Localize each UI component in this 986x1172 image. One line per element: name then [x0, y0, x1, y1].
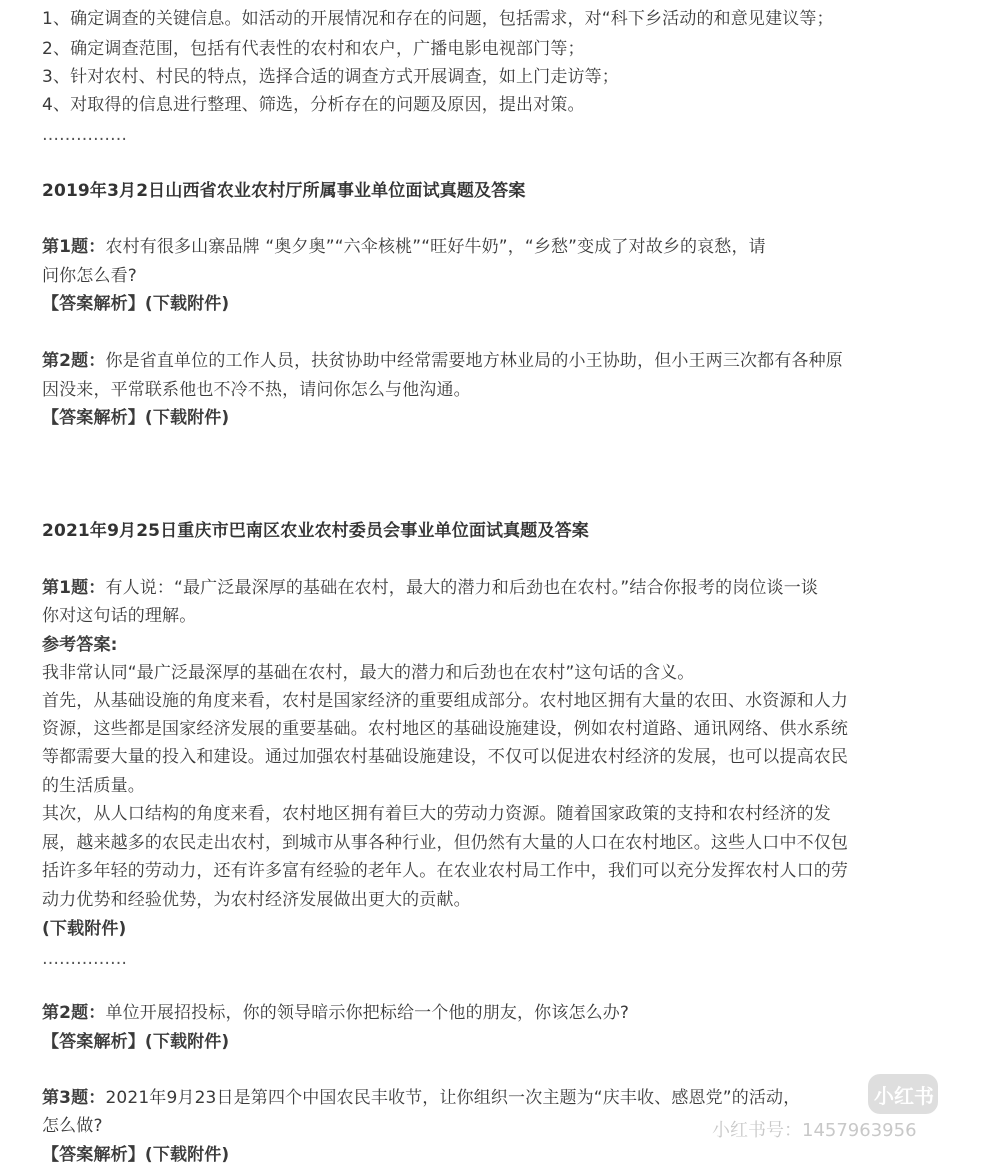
intro-item-4: 4、对取得的信息进行整理、筛选，分析存在的问题及原因，提出对策。	[42, 95, 585, 115]
section1-q2-line1	[42, 348, 843, 374]
intro-item-2: 2、确定调查范围，包括有代表性的农村和农户，广播电影电视部门等；	[42, 39, 585, 59]
question-text: 2021年9月23日是第四个中国农民丰收节，让你组织一次主题为“庆丰收、感恩党”的活动，	[105, 1088, 801, 1108]
question-label: 第1题：	[42, 237, 106, 257]
question-label: 第3题：	[42, 1088, 106, 1108]
section2-q2-line1	[42, 1000, 629, 1026]
question-text: 单位开展招投标，你的领导暗示你把标给一个他的朋友，你该怎么办?	[105, 1003, 630, 1023]
section2-title: 2021年9月25日重庆市巴南区农业农村委员会事业单位面试真题及答案	[42, 521, 589, 541]
section1-q1-answer-link[interactable]: 【答案解析】(下载附件)	[42, 294, 230, 314]
intro-ellipsis: ……………	[42, 125, 127, 145]
answer-line-2: 首先，从基础设施的角度来看，农村是国家经济的重要组成部分。农村地区拥有大量的农田、水资源和人力	[42, 691, 849, 711]
intro-item-3: 3、针对农村、村民的特点，选择合适的调查方式开展调查，如上门走访等；	[42, 67, 619, 87]
section1-title: 2019年3月2日山西省农业农村厅所属事业单位面试真题及答案	[42, 181, 526, 201]
question-text: 你是省直单位的工作人员，扶贫协助中经常需要地方林业局的小王协助，但小王两三次都有各种原	[105, 351, 843, 371]
watermark-logo-text: 小红书	[874, 1084, 934, 1108]
reference-answer-label: 参考答案:	[42, 635, 118, 655]
answer-line-8: 括许多年轻的劳动力，还有许多富有经验的老年人。在农业农村局工作中，我们可以充分发挥农村人口的劳	[42, 861, 849, 881]
answer-line-3: 资源，这些都是国家经济发展的重要基础。农村地区的基础设施建设，例如农村道路、通讯网络、供水系统	[42, 719, 849, 739]
section1-q2-answer-link[interactable]: 【答案解析】(下载附件)	[42, 408, 230, 428]
section2-q3-line1	[42, 1085, 800, 1111]
section2-q1-line2: 你对这句话的理解。	[42, 606, 197, 626]
section2-q3-line2: 怎么做?	[42, 1116, 103, 1136]
section2-q1-line1	[42, 575, 818, 601]
section2-q1-download-link[interactable]: (下载附件)	[42, 919, 127, 939]
section1-q1-line1	[42, 234, 766, 260]
question-label: 第2题：	[42, 351, 106, 371]
question-label: 第1题：	[42, 578, 106, 598]
section2-q1-ellipsis: ……………	[42, 949, 127, 969]
answer-line-7: 展，越来越多的农民走出农村，到城市从事各种行业，但仍然有大量的人口在农村地区。这些人口中不仅包	[42, 833, 849, 853]
xiaohongshu-id-watermark: 小红书号：1457963956	[712, 1120, 917, 1141]
section2-q3-answer-link[interactable]: 【答案解析】(下载附件)	[42, 1145, 230, 1165]
intro-item-1: 1、确定调查的关键信息。如活动的开展情况和存在的问题，包括需求，对“科下乡活动的和意见建议等；	[42, 9, 834, 29]
section1-q1-line2: 问你怎么看?	[42, 266, 137, 286]
section1-q2-line2: 因没来，平常联系他也不冷不热，请问你怎么与他沟通。	[42, 380, 471, 400]
xiaohongshu-logo-watermark	[868, 1074, 938, 1114]
question-label: 第2题：	[42, 1003, 106, 1023]
answer-line-6: 其次，从人口结构的角度来看，农村地区拥有着巨大的劳动力资源。随着国家政策的支持和农村经济的发	[42, 804, 831, 824]
section2-q2-answer-link[interactable]: 【答案解析】(下载附件)	[42, 1032, 230, 1052]
question-text: 农村有很多山寨品牌 “奥夕奥”“六伞核桃”“旺好牛奶”，“乡愁”变成了对故乡的哀愁，请	[105, 237, 766, 257]
answer-line-1: 我非常认同“最广泛最深厚的基础在农村，最大的潜力和后劲也在农村”这句话的含义。	[42, 663, 695, 683]
question-text: 有人说：“最广泛最深厚的基础在农村，最大的潜力和后劲也在农村。”结合你报考的岗位谈一谈	[105, 578, 818, 598]
answer-line-5: 的生活质量。	[42, 776, 145, 796]
answer-line-4: 等都需要大量的投入和建设。通过加强农村基础设施建设，不仅可以促进农村经济的发展，也可以提高农民	[42, 747, 849, 767]
answer-line-9: 动力优势和经验优势，为农村经济发展做出更大的贡献。	[42, 890, 471, 910]
